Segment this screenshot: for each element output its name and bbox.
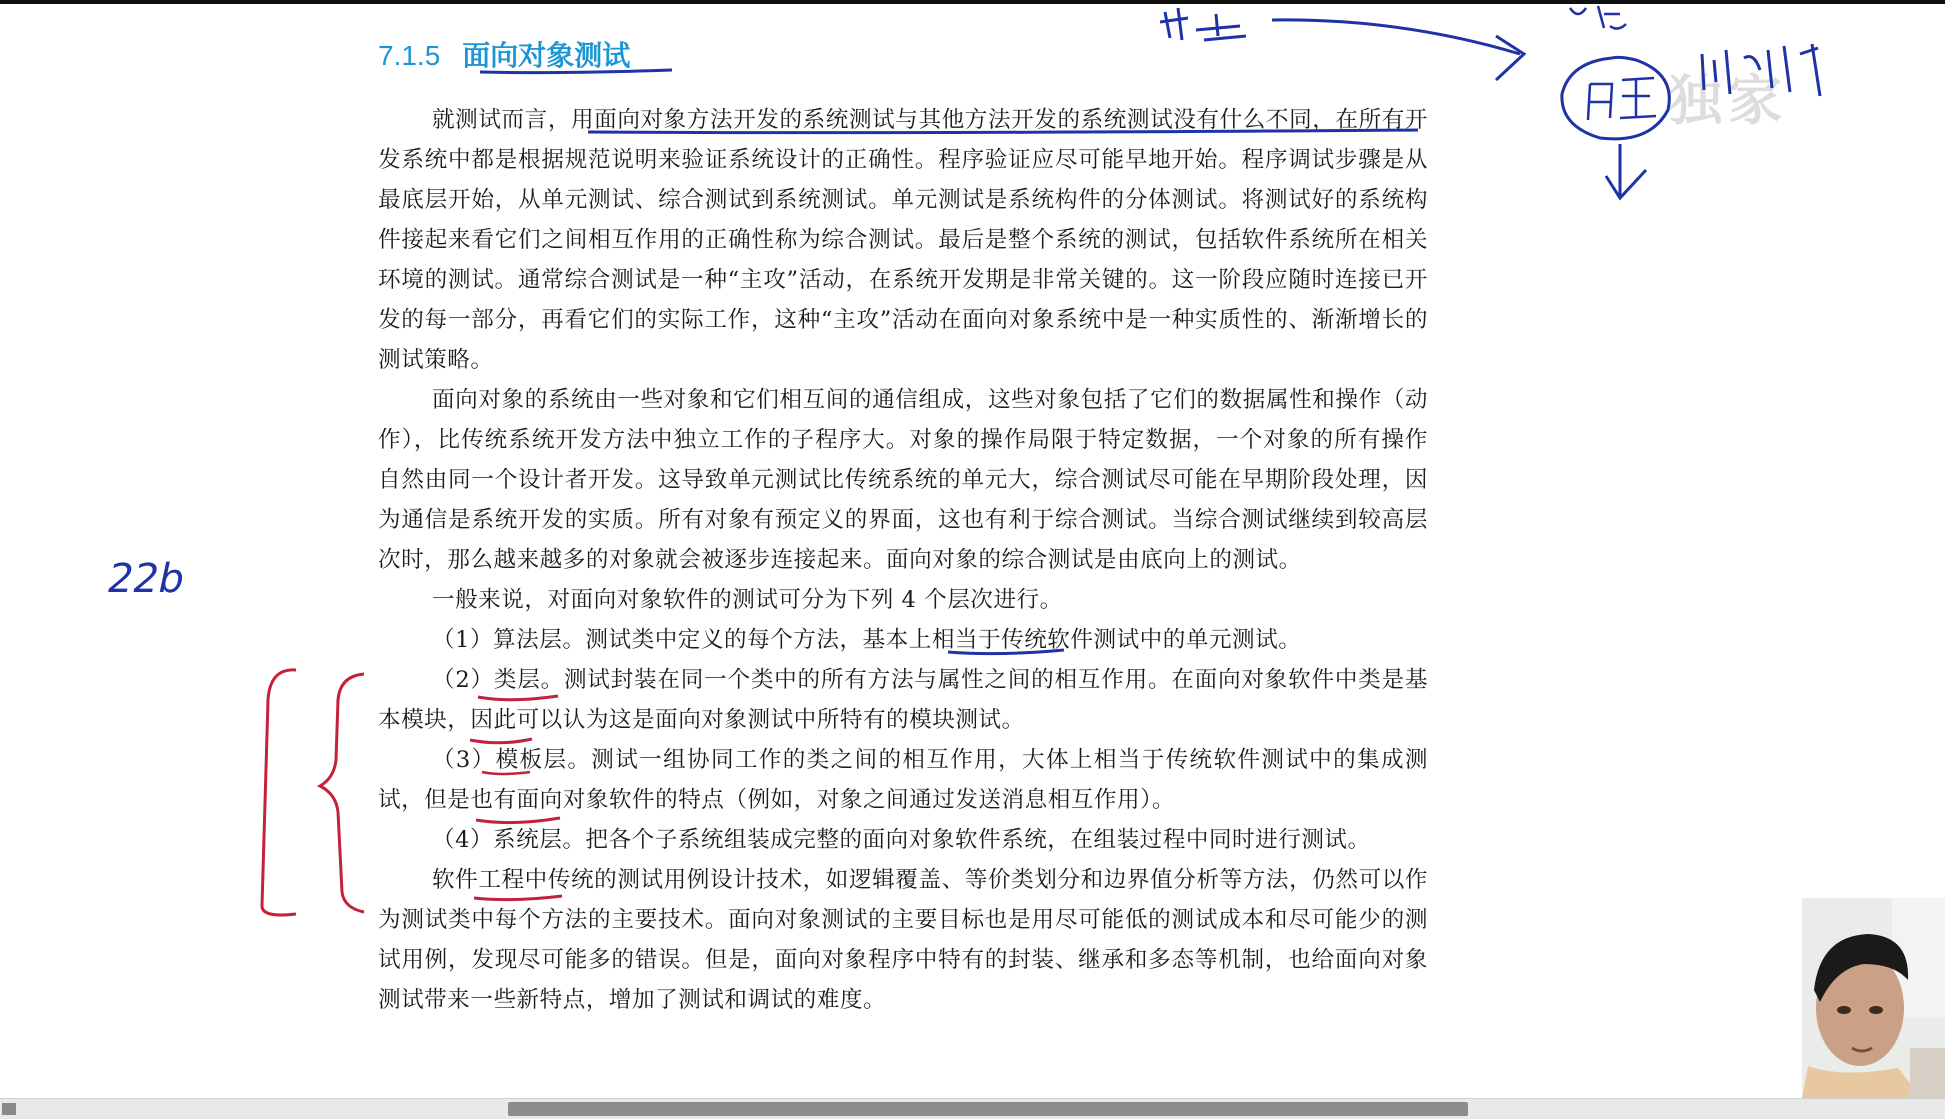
watermark: 独家 bbox=[1668, 69, 1788, 132]
horizontal-scrollbar[interactable] bbox=[0, 1098, 1945, 1119]
paragraph: 面向对象的系统由一些对象和它们相互间的通信组成，这些对象包括了它们的数据属性和操作（动作），比传统系统开发方法中独立工作的子程序大。对象的操作局限于特定数据，一个对象的所有操作自然由同一个设计者开发。这导致单元测试比传统系统的单元大，综合测试尽可能在早期阶段处理，因为通信是系统开发的实质。所有对象有预定义的界面，这也有利于综合测试。当综合测试继续到较高层次时，那么越来越多的对象就会被逐步连接起来。面向对象的综合测试是由底向上的测试。 bbox=[378, 387, 1428, 573]
handwritten-note: 22b bbox=[103, 556, 190, 602]
section-title: 面向对象测试 bbox=[462, 39, 631, 72]
document-page bbox=[0, 4, 1945, 1098]
paragraph: 就测试而言，用面向对象方法开发的系统测试与其他方法开发的系统测试没有什么不同，在所有开发系统中都是根据规范说明来验证系统设计的正确性。程序验证应尽可能早地开始。程序调试步骤是从最底层开始，从单元测试、综合测试到系统测试。单元测试是系统构件的分体测试。将测试好的系统构件接起来看它们之间相互作用的正确性称为综合测试。最后是整个系统的测试，包括软件系统所在相关环境的测试。通常综合测试是一种“主攻”活动，在系统开发期是非常关键的。这一阶段应随时连接已开发的每一部分，再看它们的实际工作，这种“主攻”活动在面向对象系统中是一种实质性的、渐渐增长的测试策略。 bbox=[378, 107, 1428, 373]
section-number: 7.1.5 bbox=[378, 40, 441, 71]
list-item-system-layer: （4）系统层。把各个子系统组装成完整的面向对象软件系统，在组装过程中同时进行测试。 bbox=[432, 827, 1371, 853]
scroll-left-button[interactable] bbox=[2, 1103, 16, 1115]
list-item-template-layer: （3）模板层。测试一组协同工作的类之间的相互作用，大体上相当于传统软件测试中的集成测试，但是也有面向对象软件的特点（例如，对象之间通过发送消息相互作用）。 bbox=[378, 747, 1428, 813]
list-item-class-layer: （2）类层。测试封装在同一个类中的所有方法与属性之间的相互作用。在面向对象软件中类是基本模块，因此可以认为这是面向对象测试中所特有的模块测试。 bbox=[378, 667, 1428, 733]
section-heading bbox=[378, 34, 630, 78]
paragraph: 一般来说，对面向对象软件的测试可分为下列 4 个层次进行。 bbox=[432, 587, 1063, 613]
scrollbar-thumb[interactable] bbox=[508, 1102, 1468, 1116]
presenter-video bbox=[1802, 898, 1945, 1098]
list-item-algorithm-layer: （1）算法层。测试类中定义的每个方法，基本上相当于传统软件测试中的单元测试。 bbox=[432, 627, 1302, 653]
body-text bbox=[378, 100, 1428, 1020]
webcam-overlay bbox=[1802, 898, 1945, 1098]
paragraph: 软件工程中传统的测试用例设计技术，如逻辑覆盖、等价类划分和边界值分析等方法，仍然可以作为测试类中每个方法的主要技术。面向对象测试的主要目标也是用尽可能低的测试成本和尽可能少的测试用例，发现尽可能多的错误。但是，面向对象程序中特有的封装、继承和多态等机制，也给面向对象测试带来一些新特点，增加了测试和调试的难度。 bbox=[378, 867, 1428, 1013]
